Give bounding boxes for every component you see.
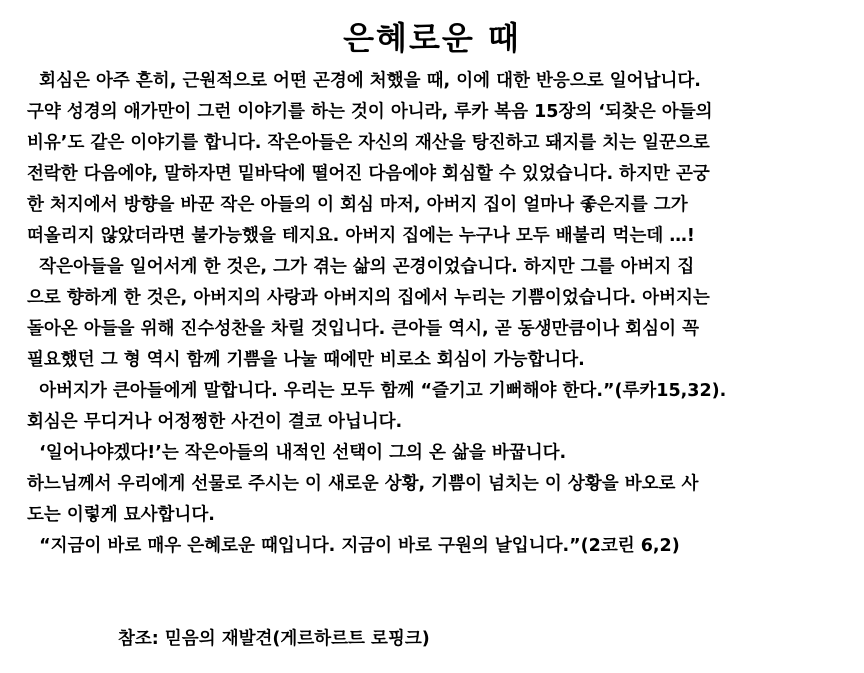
body-line-14: 하느님께서 우리에게 선물로 주시는 이 새로운 상황, 기쁨이 넘치는 이 상황을 바오로 사: [27, 474, 699, 494]
body-line-6: 떠올리지 않았더라면 불가능했을 테지요. 아버지 집에는 누구나 모두 배불리 먹는데 …!: [27, 226, 695, 246]
body-line-8: 으로 향하게 한 것은, 아버지의 사랑과 아버지의 집에서 누리는 기쁨이었습니다. 아버지는: [27, 288, 710, 308]
document-title: 은혜로운 때: [343, 19, 521, 57]
body-line-16: “지금이 바로 매우 은혜로운 때입니다. 지금이 바로 구원의 날입니다.”(2코린 6,2): [27, 536, 680, 556]
body-line-7: 작은아들을 일어서게 한 것은, 그가 겪는 삶의 곤경이었습니다. 하지만 그를 아버지 집: [27, 257, 695, 277]
body-line-5: 한 처지에서 방향을 바꾼 작은 아들의 이 회심 마저, 아버지 집이 얼마나 좋은지를 그가: [27, 195, 688, 215]
body-line-13: ‘일어나야겠다!’는 작은아들의 내적인 선택이 그의 온 삶을 바꿉니다.: [27, 443, 567, 463]
body-line-4: 전락한 다음에야, 말하자면 밑바닥에 떨어진 다음에야 회심할 수 있었습니다. 하지만 곤궁: [27, 164, 710, 184]
body-line-10: 필요했던 그 형 역시 함께 기쁨을 나눌 때에만 비로소 회심이 가능합니다.: [27, 350, 585, 370]
body-line-2: 구약 성경의 애가만이 그런 이야기를 하는 것이 아니라, 루카 복음 15장의 ‘되찾은 아들의: [27, 102, 713, 122]
body-line-1: 회심은 아주 흔히, 근원적으로 어떤 곤경에 처했을 때, 이에 대한 반응으로 일어납니다.: [27, 71, 701, 91]
body-line-3: 비유’도 같은 이야기를 합니다. 작은아들은 자신의 재산을 탕진하고 돼지를 치는 일꾼으로: [27, 133, 710, 153]
body-line-15: 도는 이렇게 묘사합니다.: [27, 505, 215, 525]
reference-note: 참조: 믿음의 재발견(게르하르트 로핑크): [118, 629, 430, 649]
body-line-11: 아버지가 큰아들에게 말합니다. 우리는 모두 함께 “즐기고 기뻐해야 한다.”(루카15,32).: [27, 381, 727, 401]
body-line-12: 회심은 무디거나 어정쩡한 사건이 결코 아닙니다.: [27, 412, 403, 432]
body-line-9: 돌아온 아들을 위해 진수성찬을 차릴 것입니다. 큰아들 역시, 곧 동생만큼이나 회심이 꼭: [27, 319, 699, 339]
